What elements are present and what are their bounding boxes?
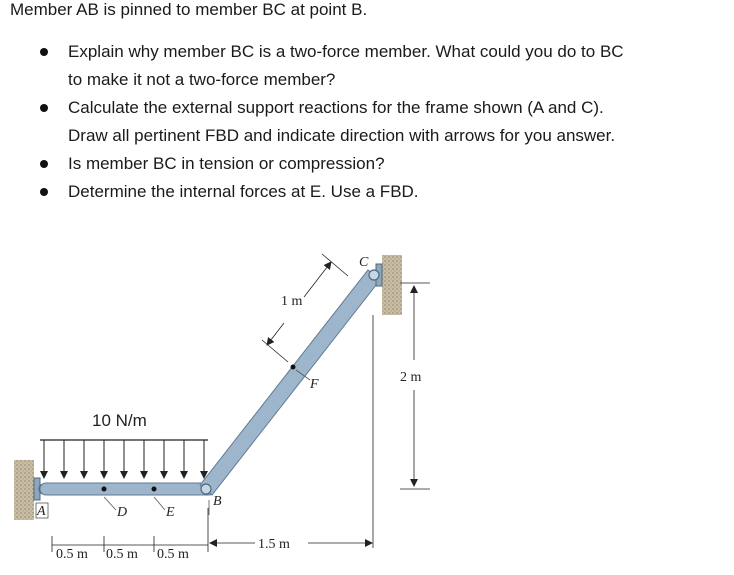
- dim-along-bc-label: 1 m: [281, 294, 303, 309]
- question-line: to make it not a two-force member?: [68, 70, 336, 89]
- point-f-dot: [291, 365, 296, 370]
- label-a: A: [37, 504, 46, 519]
- question-item: [40, 94, 730, 150]
- frame-diagram: [0, 230, 734, 575]
- question-line: Explain why member BC is a two-force member. What could you do to BC: [68, 42, 624, 61]
- member-ab: [40, 483, 215, 495]
- label-e: E: [166, 505, 175, 520]
- question-line: Draw all pertinent FBD and indicate direction with arrows for you answer.: [68, 126, 616, 145]
- wall-c: [382, 255, 402, 315]
- dim-vertical: [400, 283, 430, 489]
- problem-header: Member AB is pinned to member BC at point B.: [10, 0, 368, 19]
- dim-segments: [52, 508, 208, 552]
- bullet-dot: [40, 160, 48, 168]
- dim-seg1: 0.5 m: [56, 547, 88, 562]
- bullet-dot: [40, 188, 48, 196]
- dim-vertical-label: 2 m: [400, 370, 422, 385]
- dim-horizontal: [210, 315, 373, 548]
- bullet-dot: [40, 48, 48, 56]
- point-e-dot: [152, 487, 157, 492]
- wall-a: [14, 460, 34, 520]
- question-item: [40, 150, 730, 178]
- question-list: [40, 38, 730, 206]
- dim-seg2: 0.5 m: [106, 547, 138, 562]
- dim-seg3: 0.5 m: [157, 547, 189, 562]
- dim-along-bc: [262, 254, 348, 362]
- question-line: Is member BC in tension or compression?: [68, 154, 385, 173]
- label-f: F: [310, 377, 319, 392]
- pin-c-icon: [369, 270, 379, 280]
- question-item: [40, 38, 730, 94]
- leader-e: [154, 497, 165, 510]
- point-d-dot: [102, 487, 107, 492]
- label-b: B: [213, 494, 222, 509]
- label-d: D: [117, 505, 128, 520]
- leader-d: [104, 497, 116, 510]
- question-item: [40, 178, 730, 206]
- question-line: Determine the internal forces at E. Use a FBD.: [68, 182, 419, 201]
- pin-b-icon: [201, 484, 211, 494]
- label-c: C: [359, 255, 369, 270]
- load-label: 10 N/m: [92, 411, 147, 430]
- bullet-dot: [40, 104, 48, 112]
- dim-horizontal-label: 1.5 m: [258, 537, 290, 552]
- question-line: Calculate the external support reactions for the frame shown (A and C).: [68, 98, 604, 117]
- distributed-load: [40, 440, 208, 478]
